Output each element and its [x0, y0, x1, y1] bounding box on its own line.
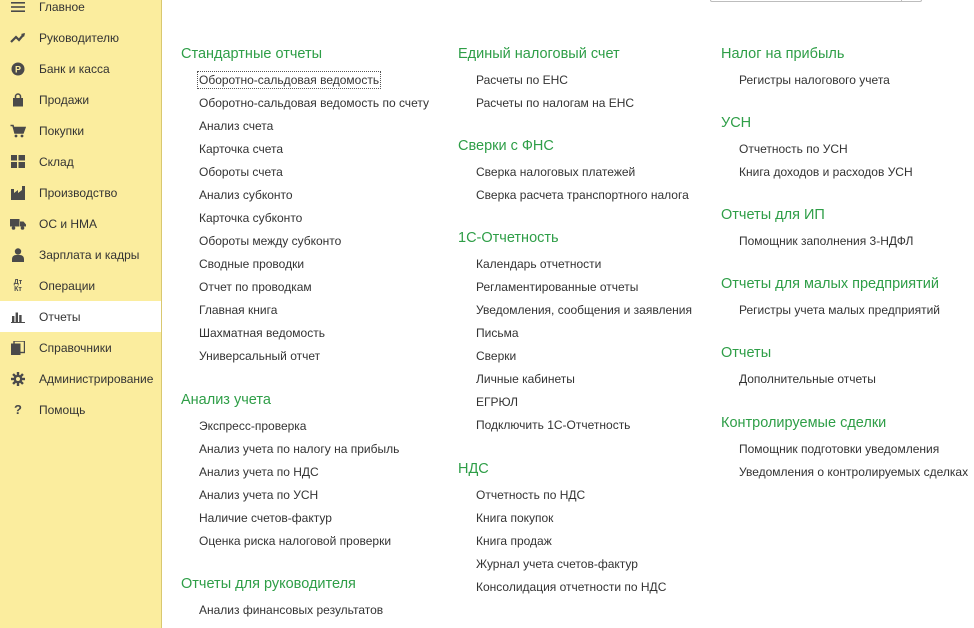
section-title-analysis: Анализ учета — [181, 392, 271, 408]
section-title-reports: Отчеты — [721, 345, 772, 361]
report-link-standard-8[interactable]: Сводные проводки — [199, 257, 305, 271]
report-link-controlled-1[interactable]: Уведомления о контролируемых сделках — [739, 465, 969, 479]
section-title-manager: Отчеты для руководителя — [181, 576, 356, 592]
report-link-analysis-2[interactable]: Анализ учета по НДС — [199, 465, 319, 479]
warehouse-grid-icon — [10, 154, 26, 170]
section-title-ip: Отчеты для ИП — [721, 207, 825, 223]
report-link-reporting-3[interactable]: Письма — [476, 326, 519, 340]
section-title-ens: Единый налоговый счет — [458, 46, 620, 62]
help-glyph: ? — [14, 402, 22, 417]
report-link-analysis-0[interactable]: Экспресс-проверка — [199, 419, 307, 433]
sidebar-item-label: Администрирование — [39, 371, 154, 386]
report-link-usn-1[interactable]: Книга доходов и расходов УСН — [739, 165, 913, 179]
sidebar-item-7[interactable] — [0, 208, 161, 239]
report-link-vat-4[interactable]: Консолидация отчетности по НДС — [476, 580, 667, 594]
report-link-controlled-0[interactable]: Помощник подготовки уведомления — [739, 442, 940, 456]
report-link-reporting-5[interactable]: Личные кабинеты — [476, 372, 575, 386]
report-link-ens-1[interactable]: Расчеты по налогам на ЕНС — [476, 96, 635, 110]
section-title-usn: УСН — [721, 115, 752, 131]
sidebar-item-2[interactable] — [0, 53, 161, 84]
report-link-standard-6[interactable]: Карточка субконто — [199, 211, 303, 225]
sidebar-item-label: Главное — [39, 0, 85, 14]
shopping-bag-icon — [10, 92, 26, 108]
report-link-analysis-4[interactable]: Наличие счетов-фактур — [199, 511, 332, 525]
sidebar-item-label: ОС и НМА — [39, 216, 98, 231]
debit-credit-glyph: Дт Кт — [13, 278, 23, 293]
report-link-analysis-3[interactable]: Анализ учета по УСН — [199, 488, 319, 502]
section-title-standard: Стандартные отчеты — [181, 46, 323, 62]
sidebar-item-0[interactable] — [0, 0, 161, 22]
sidebar-item-label: Руководителю — [39, 30, 120, 45]
report-link-standard-2[interactable]: Анализ счета — [199, 119, 274, 133]
section-title-controlled: Контролируемые сделки — [721, 415, 887, 431]
report-link-standard-1[interactable]: Оборотно-сальдовая ведомость по счету — [199, 96, 429, 110]
section-title-small: Отчеты для малых предприятий — [721, 276, 939, 292]
report-link-ens-0[interactable]: Расчеты по ЕНС — [476, 73, 568, 87]
report-link-reporting-1[interactable]: Регламентированные отчеты — [476, 280, 639, 294]
report-link-vat-1[interactable]: Книга покупок — [476, 511, 554, 525]
report-link-reporting-2[interactable]: Уведомления, сообщения и заявления — [476, 303, 692, 317]
report-link-small-0[interactable]: Регистры учета малых предприятий — [739, 303, 940, 317]
trend-chart-icon — [10, 30, 26, 46]
sidebar-item-label: Отчеты — [39, 309, 81, 324]
sidebar-item-6[interactable] — [0, 177, 161, 208]
sidebar-item-12[interactable] — [0, 363, 161, 394]
report-link-standard-10[interactable]: Главная книга — [199, 303, 278, 317]
report-link-manager-0[interactable]: Анализ финансовых результатов — [199, 603, 384, 617]
report-link-standard-9[interactable]: Отчет по проводкам — [199, 280, 312, 294]
sidebar-item-label: Банк и касса — [39, 61, 110, 76]
bar-chart-icon — [10, 309, 26, 325]
report-link-analysis-1[interactable]: Анализ учета по налогу на прибыль — [199, 442, 400, 456]
report-link-standard-7[interactable]: Обороты между субконто — [199, 234, 342, 248]
report-link-fns-0[interactable]: Сверка налоговых платежей — [476, 165, 636, 179]
report-link-standard-12[interactable]: Универсальный отчет — [199, 349, 321, 363]
report-link-reporting-7[interactable]: Подключить 1С-Отчетность — [476, 418, 631, 432]
sidebar-item-label: Зарплата и кадры — [39, 247, 140, 262]
sidebar-item-9[interactable] — [0, 270, 161, 301]
sidebar-item-label: Операции — [39, 278, 96, 293]
section-title-reporting: 1С-Отчетность — [458, 230, 559, 246]
report-link-vat-2[interactable]: Книга продаж — [476, 534, 552, 548]
sidebar-item-5[interactable] — [0, 146, 161, 177]
report-link-profit-0[interactable]: Регистры налогового учета — [739, 73, 890, 87]
report-link-usn-0[interactable]: Отчетность по УСН — [739, 142, 848, 156]
report-link-standard-4[interactable]: Обороты счета — [199, 165, 283, 179]
coin-icon — [10, 61, 26, 77]
svg-text:P: P — [14, 64, 22, 74]
menu-lines-icon — [10, 0, 26, 15]
report-link-reporting-4[interactable]: Сверки — [476, 349, 517, 363]
sidebar-item-13[interactable] — [0, 394, 161, 425]
sidebar-item-11[interactable] — [0, 332, 161, 363]
shopping-cart-icon — [10, 123, 26, 139]
report-link-analysis-5[interactable]: Оценка риска налоговой проверки — [199, 534, 392, 548]
sidebar-item-4[interactable] — [0, 115, 161, 146]
report-link-vat-3[interactable]: Журнал учета счетов-фактур — [476, 557, 638, 571]
question-icon — [10, 402, 26, 418]
sidebar-item-label: Помощь — [39, 402, 86, 417]
report-link-reporting-0[interactable]: Календарь отчетности — [476, 257, 602, 271]
books-icon — [10, 340, 26, 356]
report-link-reporting-6[interactable]: ЕГРЮЛ — [476, 395, 518, 409]
sidebar-item-label: Покупки — [39, 123, 85, 138]
report-link-vat-0[interactable]: Отчетность по НДС — [476, 488, 586, 502]
search-dropdown-button[interactable] — [901, 0, 921, 1]
sidebar-item-3[interactable] — [0, 84, 161, 115]
sidebar-item-1[interactable] — [0, 22, 161, 53]
sidebar-item-label: Производство — [39, 185, 118, 200]
report-link-standard-0[interactable]: Оборотно-сальдовая ведомость — [199, 73, 380, 87]
report-link-standard-3[interactable]: Карточка счета — [199, 142, 284, 156]
section-title-profit: Налог на прибыль — [721, 46, 845, 62]
sidebar-item-10[interactable] — [0, 301, 161, 332]
debit-credit-icon — [10, 278, 26, 294]
gear-icon — [10, 371, 26, 387]
sidebar-item-8[interactable] — [0, 239, 161, 270]
sidebar — [0, 0, 162, 628]
report-link-standard-11[interactable]: Шахматная ведомость — [199, 326, 325, 340]
sidebar-item-label: Продажи — [39, 92, 90, 107]
report-link-reports-0[interactable]: Дополнительные отчеты — [739, 372, 876, 386]
report-link-standard-5[interactable]: Анализ субконто — [199, 188, 293, 202]
person-icon — [10, 247, 26, 263]
sidebar-item-label: Склад — [39, 154, 74, 169]
sidebar-item-label: Справочники — [39, 340, 112, 355]
truck-icon — [10, 216, 26, 232]
report-link-ip-0[interactable]: Помощник заполнения 3-НДФЛ — [739, 234, 914, 248]
search-input[interactable] — [710, 0, 922, 2]
report-link-fns-1[interactable]: Сверка расчета транспортного налога — [476, 188, 689, 202]
section-title-fns: Сверки с ФНС — [458, 138, 554, 154]
factory-icon — [10, 185, 26, 201]
section-title-vat: НДС — [458, 461, 489, 477]
